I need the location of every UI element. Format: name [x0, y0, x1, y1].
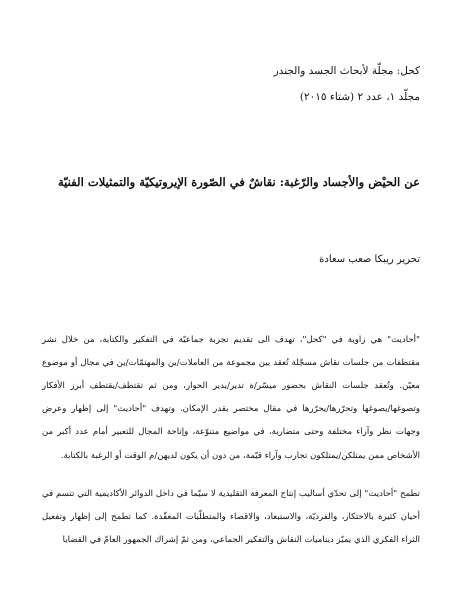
body-paragraph-2: تطمح "أحاديث" إلى تحدّي أساليب إنتاج المعرفة التقليدية لا سيّما في داخل الدوائر الأكاديمية التي تتسم في أحيان كثيرة بالاحتكار، والفرديّة، والاستبعاد، والاقصاء والمتطلّبات المعقّدة. كما تطمح إلى إظهار وتفعيل الثراء الفكري الذي يميّز ديناميات النقاش والتفكير الجماعي، ومن ثمّ إشراك الجمهور العامّ في القضايا — [42, 488, 420, 545]
journal-header — [40, 58, 420, 110]
article-editor: تحرير ريبكا صعب سعادة — [319, 254, 420, 265]
journal-name: كحل: مجلّة لأبحاث الجسد والجندر — [273, 65, 420, 77]
body-paragraph-1: "أحاديث" هي زاوية في "كحل"، تهدف الى تقديم تجربة جماعيّة في التفكير والكتابة، من خلال نشر مقتطفات من جلسات نقاش مسجّلة تُعقد بين مجموعة من العاملات/ين والمهتمّات/ين في مجال أو موضوع معيّن. وتُعقد جلسات النقاش بحضور ميسّر/ة تدير/يدير الحوار، ومن ثم تقتطف/يقتطف أبرز الأفكار وتصوغها/يصوغها وتحرّرها/يحرّرها في مقال مختصر بقدر الإمكان. وتهدف "أحاديث" إلى إظهار وعرض وجهات نظر وآراء مختلفة وحتى متضاربة، في مواضيع متنوّعة، وإتاحة المجال للتعبير أمام عدد أكبر من الأشخاص ممن يمتلكن/يمتلكون تجارب وآراء قيّمة، من دون أن يكون لديهن/م الوقت أو الرغبة بالكتابة. — [42, 334, 420, 461]
article-title: عن الحيْض والأجساد والرّغبة: نقاشٌ في الصّورة الإيروتيكيّة والتمثيلات الفنيّة — [57, 175, 420, 189]
journal-issue: مجلّد ١، عدد ٢ (شتاء ٢٠١٥) — [299, 91, 420, 103]
